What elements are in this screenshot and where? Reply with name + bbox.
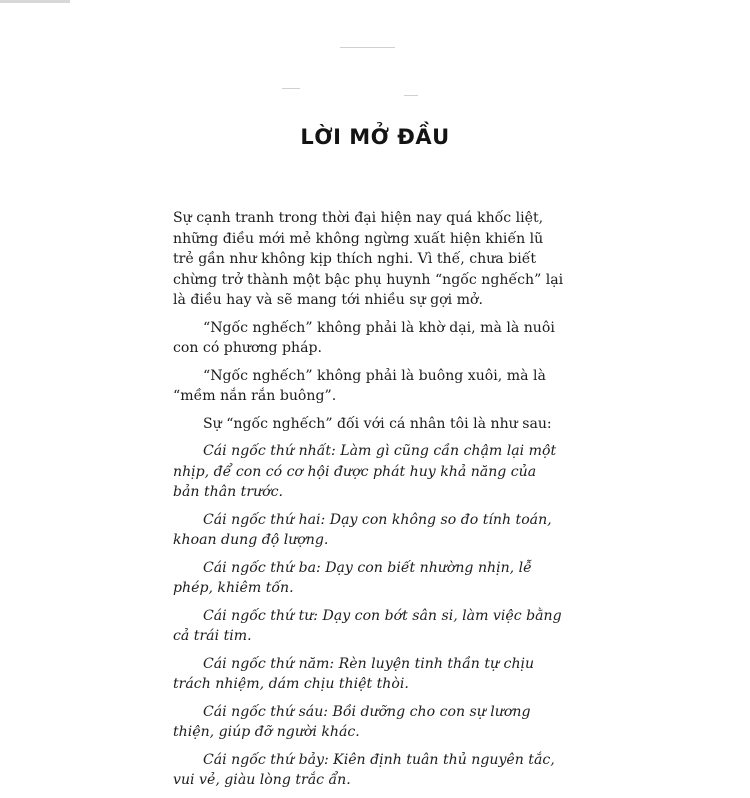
point-paragraph: Cái ngốc thứ hai: Dạy con không so đo tính toán, khoan dung độ lượng. <box>173 511 552 548</box>
page-title: LỜI MỞ ĐẦU <box>300 125 450 149</box>
point-paragraph: Cái ngốc thứ năm: Rèn luyện tinh thần tự chịu trách nhiệm, dám chịu thiệt thòi. <box>173 655 535 692</box>
bleed-through-line <box>404 95 418 96</box>
bleed-through-line <box>340 47 395 48</box>
page-body <box>173 208 567 798</box>
point-paragraph: Cái ngốc thứ sáu: Bồi dưỡng cho con sự lương thiện, giúp đỡ người khác. <box>173 703 531 740</box>
point-paragraph: Cái ngốc thứ bảy: Kiên định tuân thủ nguyên tắc, vui vẻ, giàu lòng trắc ẩn. <box>173 751 555 788</box>
lead-in-paragraph: Sự “ngốc nghếch” đối với cá nhân tôi là như sau: <box>203 415 552 432</box>
page-edge-mark <box>0 0 70 3</box>
point-paragraph: Cái ngốc thứ tư: Dạy con bớt sân si, làm việc bằng cả trái tim. <box>173 607 562 644</box>
statement-paragraph: “Ngốc nghếch” không phải là khờ dại, mà là nuôi con có phương pháp. <box>173 319 555 356</box>
bleed-through-line <box>282 88 300 89</box>
point-paragraph: Cái ngốc thứ ba: Dạy con biết nhường nhịn, lễ phép, khiêm tốn. <box>173 559 532 596</box>
intro-paragraph: Sự cạnh tranh trong thời đại hiện nay quá khốc liệt, những điều mới mẻ không ngừng xuất hiện khiến lũ trẻ gần như không kịp thích nghi. Vì thế, chưa biết chừng trở thành một bậc phụ huynh “ngốc nghếch” lại là điều hay và sẽ mang tới nhiều sự gợi mở. <box>173 210 564 308</box>
point-paragraph: Cái ngốc thứ nhất: Làm gì cũng cần chậm lại một nhịp, để con có cơ hội được phát huy khả năng của bản thân trước. <box>173 443 557 500</box>
statement-paragraph: “Ngốc nghếch” không phải là buông xuôi, mà là “mềm nắn rắn buông”. <box>173 367 546 404</box>
